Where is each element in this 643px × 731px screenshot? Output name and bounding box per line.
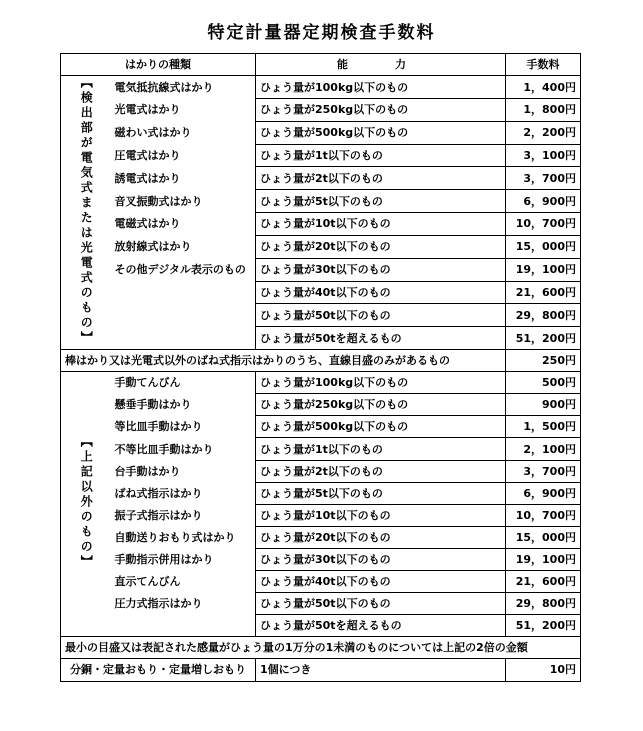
capacity-cell: ひょう量が50tを超えるもの <box>256 615 506 637</box>
capacity-cell: ひょう量が5t以下のもの <box>256 190 506 213</box>
special-row-fee: 250円 <box>506 350 581 372</box>
fee-row <box>61 258 581 281</box>
capacity-cell: ひょう量が20t以下のもの <box>256 526 506 548</box>
weights-label: 分銅・定量おもり・定量増しおもり <box>61 659 256 681</box>
fee-row <box>61 190 581 213</box>
scale-type <box>111 304 256 327</box>
capacity-cell: ひょう量が40t以下のもの <box>256 281 506 304</box>
capacity-cell: ひょう量が1t以下のもの <box>256 144 506 167</box>
capacity-cell: ひょう量が250kg以下のもの <box>256 394 506 416</box>
scale-type <box>111 327 256 350</box>
fee-row <box>61 460 581 482</box>
scale-type: 音叉振動式はかり <box>111 190 256 213</box>
fee-row <box>61 235 581 258</box>
fee-cell: 29，800円 <box>506 593 581 615</box>
fee-row <box>61 615 581 637</box>
fee-cell: 6，900円 <box>506 190 581 213</box>
capacity-cell: ひょう量が50t以下のもの <box>256 593 506 615</box>
scale-type <box>111 281 256 304</box>
fee-cell: 21，600円 <box>506 571 581 593</box>
header-row <box>61 54 581 76</box>
fee-row <box>61 504 581 526</box>
capacity-cell: ひょう量が10t以下のもの <box>256 213 506 236</box>
group2-body <box>61 372 581 637</box>
scale-type: 磁わい式はかり <box>111 121 256 144</box>
scale-type: 圧電式はかり <box>111 144 256 167</box>
fee-cell: 500円 <box>506 372 581 394</box>
fee-row <box>61 76 581 99</box>
scale-type: 圧力式指示はかり <box>111 593 256 615</box>
footer-body <box>61 637 581 681</box>
fee-cell: 15，000円 <box>506 526 581 548</box>
scale-type: 等比皿手動はかり <box>111 416 256 438</box>
note-text: 最小の目盛又は表記された感量がひょう量の1万分の1未満のものについては上記の2倍の金額 <box>61 637 581 659</box>
capacity-cell: ひょう量が500kg以下のもの <box>256 416 506 438</box>
special-row <box>61 350 581 372</box>
fee-cell: 3，100円 <box>506 144 581 167</box>
header-fee: 手数料 <box>506 54 581 76</box>
fee-cell: 19，100円 <box>506 258 581 281</box>
group-label <box>61 372 111 637</box>
fee-row <box>61 372 581 394</box>
weights-fee: 10円 <box>506 659 581 681</box>
capacity-cell: ひょう量が5t以下のもの <box>256 482 506 504</box>
special-row-text: 棒はかり又は光電式以外のばね式指示はかりのうち、直線目盛のみがあるもの <box>61 350 506 372</box>
capacity-cell: ひょう量が30t以下のもの <box>256 548 506 570</box>
capacity-cell: ひょう量が50t以下のもの <box>256 304 506 327</box>
group-label-text: 【検出部が電気式または光電式のもの】 <box>79 76 94 347</box>
fee-cell: 51，200円 <box>506 615 581 637</box>
scale-type: 放射線式はかり <box>111 235 256 258</box>
scale-type: 電気抵抗線式はかり <box>111 76 256 99</box>
fee-row <box>61 281 581 304</box>
capacity-cell: ひょう量が100kg以下のもの <box>256 372 506 394</box>
group-label <box>61 76 111 350</box>
note-row <box>61 637 581 659</box>
scale-type: 電磁式はかり <box>111 213 256 236</box>
fee-row <box>61 416 581 438</box>
fee-cell: 10，700円 <box>506 213 581 236</box>
fee-cell: 29，800円 <box>506 304 581 327</box>
fee-row <box>61 548 581 570</box>
capacity-cell: ひょう量が2t以下のもの <box>256 460 506 482</box>
capacity-cell: ひょう量が2t以下のもの <box>256 167 506 190</box>
fee-cell: 900円 <box>506 394 581 416</box>
fee-row <box>61 327 581 350</box>
capacity-cell: ひょう量が50tを超えるもの <box>256 327 506 350</box>
fee-row <box>61 304 581 327</box>
fee-row <box>61 98 581 121</box>
scale-type: 直示てんびん <box>111 571 256 593</box>
fee-cell: 10，700円 <box>506 504 581 526</box>
capacity-cell: ひょう量が10t以下のもの <box>256 504 506 526</box>
fee-cell: 3，700円 <box>506 167 581 190</box>
fee-cell: 21，600円 <box>506 281 581 304</box>
fee-cell: 3，700円 <box>506 460 581 482</box>
fee-cell: 15，000円 <box>506 235 581 258</box>
page-title: 特定計量器定期検査手数料 <box>207 23 436 43</box>
fee-table <box>60 53 581 682</box>
fee-row <box>61 482 581 504</box>
scale-type: 振子式指示はかり <box>111 504 256 526</box>
header-capacity: 能 力 <box>256 54 506 76</box>
scale-type: 手動指示併用はかり <box>111 548 256 570</box>
fee-row <box>61 394 581 416</box>
scale-type: ばね式指示はかり <box>111 482 256 504</box>
fee-row <box>61 121 581 144</box>
fee-cell: 51，200円 <box>506 327 581 350</box>
weights-row <box>61 659 581 681</box>
fee-cell: 2，200円 <box>506 121 581 144</box>
scale-type <box>111 615 256 637</box>
fee-row <box>61 438 581 460</box>
scale-type: 誘電式はかり <box>111 167 256 190</box>
capacity-cell: ひょう量が1t以下のもの <box>256 438 506 460</box>
capacity-cell: ひょう量が20t以下のもの <box>256 235 506 258</box>
fee-row <box>61 144 581 167</box>
capacity-cell: ひょう量が30t以下のもの <box>256 258 506 281</box>
header-kind: はかりの種類 <box>61 54 256 76</box>
capacity-cell: ひょう量が500kg以下のもの <box>256 121 506 144</box>
fee-row <box>61 526 581 548</box>
weights-capacity: 1個につき <box>256 659 506 681</box>
capacity-cell: ひょう量が100kg以下のもの <box>256 76 506 99</box>
fee-cell: 1，800円 <box>506 98 581 121</box>
scale-type: 台手動はかり <box>111 460 256 482</box>
scale-type: 手動てんびん <box>111 372 256 394</box>
fee-row <box>61 571 581 593</box>
fee-cell: 1，500円 <box>506 416 581 438</box>
scale-type: 懸垂手動はかり <box>111 394 256 416</box>
capacity-cell: ひょう量が250kg以下のもの <box>256 98 506 121</box>
group-label-text: 【上記以外のもの】 <box>79 435 94 571</box>
fee-row <box>61 213 581 236</box>
fee-cell: 2，100円 <box>506 438 581 460</box>
special-body <box>61 350 581 372</box>
group1-body <box>61 76 581 350</box>
fee-cell: 19，100円 <box>506 548 581 570</box>
scale-type: 不等比皿手動はかり <box>111 438 256 460</box>
scale-type: 光電式はかり <box>111 98 256 121</box>
fee-row <box>61 593 581 615</box>
scale-type: その他デジタル表示のもの <box>111 258 256 281</box>
fee-cell: 1，400円 <box>506 76 581 99</box>
capacity-cell: ひょう量が40t以下のもの <box>256 571 506 593</box>
fee-cell: 6，900円 <box>506 482 581 504</box>
scale-type: 自動送りおもり式はかり <box>111 526 256 548</box>
fee-row <box>61 167 581 190</box>
